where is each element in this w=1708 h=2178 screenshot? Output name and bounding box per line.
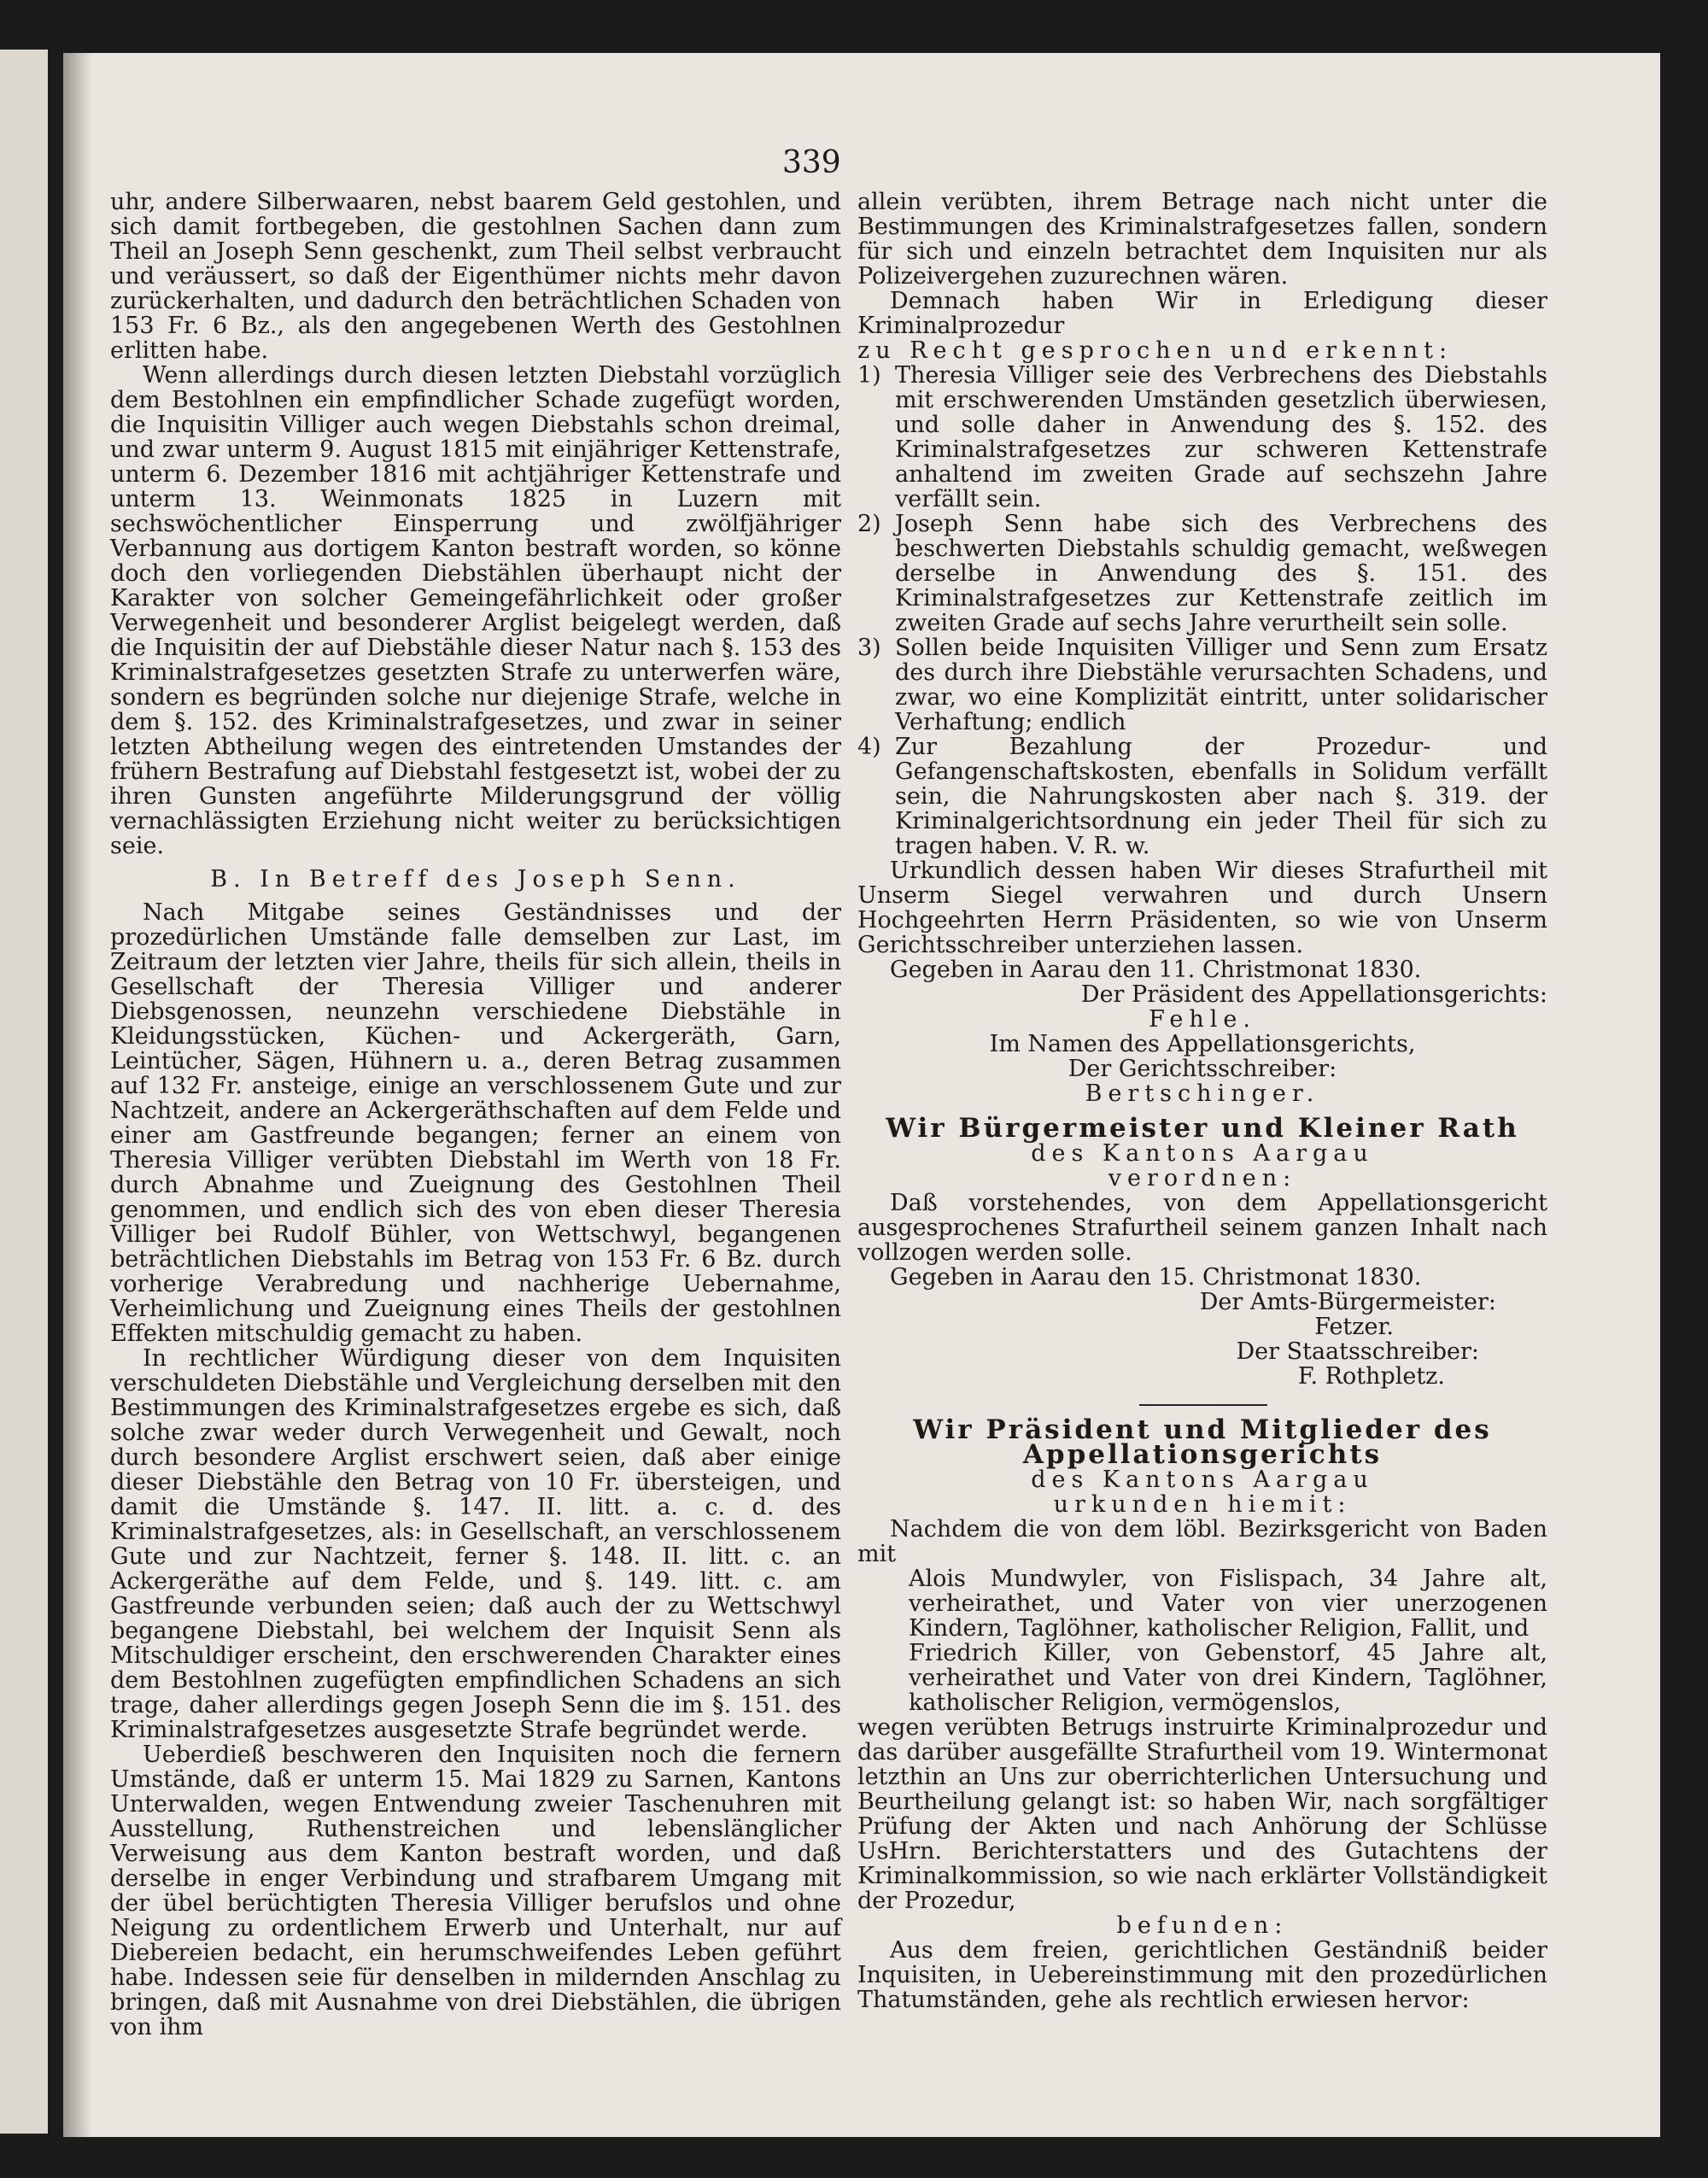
- verdict-list: [857, 363, 1547, 858]
- decree-heading: Wir Präsident und Mitglieder des Appellationsgerichts: [913, 1414, 1492, 1470]
- item-number: 1): [857, 362, 881, 389]
- list-item: [857, 512, 1547, 635]
- date-line: Gegeben in Aarau den 11. Christmonat 1830.: [890, 957, 1422, 983]
- signature-name: Bertschinger.: [1085, 1080, 1320, 1107]
- list-item: [857, 735, 1547, 858]
- date-line: Gegeben in Aarau den 15. Christmonat 1830.: [890, 1264, 1422, 1291]
- item-number: 3): [857, 635, 881, 661]
- signature-title: Der Präsident des Appellationsgerichts:: [1080, 981, 1547, 1008]
- paragraph: Aus dem freien, gerichtlichen Geständniß beider Inquisiten, in Uebereinstimmung mit den prozedürlichen Thatumständen, gehe als rechtlich erwiesen hervor:: [857, 1937, 1547, 2013]
- item-text: Joseph Senn habe sich des Verbrechens des beschwerten Diebstahls schuldig gemacht, weßwegen derselbe in Anwendung des §. 151. des Kriminalstrafgesetzes zur Kettenstrafe zeitlich im zweiten Grade auf sechs Jahre verurtheilt sein solle.: [895, 511, 1547, 636]
- paragraph: Wenn allerdings durch diesen letzten Diebstahl vorzüglich dem Bestohlnen ein empfindlicher Schade zugefügt worden, die Inquisitin Villiger auch wegen Diebstahls schon dreimal, und zwar unterm 9. August 1815 mit einjähriger Kettenstrafe, unterm 6. Dezember 1816 mit achtjähriger Kettenstrafe und unterm 13. Weinmonats 1825 in Luzern mit sechswöchentlicher Einsperrung und zwölfjähriger Verbannung aus dortigem Kanton bestraft worden, so könne doch den vorliegenden Diebstählen überhaupt nicht der Karakter von solcher Gemeingefährlichkeit oder großer Verwegenheit und besonderer Arglist beigelegt werden, daß die Inquisitin der auf Diebstähle dieser Natur nach §. 153 des Kriminalstrafgesetzes gesetzten Strafe zu unterwerfen wäre, sondern es begründen solche nur diejenige Strafe, welche in dem §. 152. des Kriminalstrafgesetzes, und zwar in seiner letzten Abtheilung wegen des eintretenden Umstandes der frühern Bestrafung auf Diebstahl festgesetzt ist, wobei der zu ihren Gunsten angeführte Milderungsgrund der völlig vernachlässigten Erziehung nicht weiter zu berücksichtigen seie.: [110, 362, 841, 859]
- right-column: [857, 190, 1547, 2012]
- section-divider: [1139, 1404, 1267, 1406]
- item-text: Zur Bezahlung der Prozedur- und Gefangenschaftskosten, ebenfalls in Solidum verfällt sein, die Nahrungskosten aber nach §. 319. der Kriminalgerichtsordnung ein jeder Theil für sich zu tragen haben. V. R. w.: [895, 734, 1547, 859]
- signature-name: F. Rothpletz.: [1297, 1363, 1445, 1390]
- signature-title: Im Namen des Appellationsgerichts,: [989, 1031, 1416, 1057]
- signature-title: Der Staatsschreiber:: [1236, 1338, 1479, 1365]
- previous-page-edge: [0, 50, 48, 2134]
- signature-title: Der Gerichtsschreiber:: [1068, 1056, 1337, 1082]
- person-entry: Friedrich Killer, von Gebenstorf, 45 Jahre alt, verheirathet und Vater von drei Kindern, Taglöhner, katholischer Religion, vermögenslos,: [909, 1640, 1547, 1716]
- section-heading: B. In Betreff des Joseph Senn.: [210, 866, 741, 893]
- list-item: [857, 635, 1547, 735]
- binding-fold: [63, 53, 92, 2137]
- person-entry: Alois Mundwyler, von Fislispach, 34 Jahre alt, verheirathet, und Vater von vier unerzogenen Kindern, Taglöhner, katholischer Religion, Fallit, und: [909, 1566, 1547, 1642]
- item-number: 2): [857, 511, 881, 537]
- decree-heading: verordnen:: [1108, 1165, 1297, 1191]
- paragraph: Daß vorstehendes, von dem Appellationsgericht ausgesprochenes Strafurtheil seinem ganzen Inhalt nach vollzogen werden solle.: [857, 1190, 1547, 1266]
- decree-heading: des Kantons Aargau: [1031, 1467, 1374, 1493]
- document-page: [63, 53, 1660, 2137]
- left-column: [110, 190, 841, 2040]
- paragraph: Nach Mitgabe seines Geständnisses und der prozedürlichen Umstände falle demselben zur Last, im Zeitraum der letzten vier Jahre, theils für sich allein, theils in Gesellschaft der Theresia Villiger und anderer Diebsgenossen, neunzehn verschiedene Diebstähle in Kleidungsstücken, Küchen- und Ackergeräth, Garn, Leintücher, Sägen, Hühnern u. a., deren Betrag zusammen auf 132 Fr. ansteige, einige an verschlossenem Gute und zur Nachtzeit, andere an Ackergeräthschaften auf dem Felde und einer am Gastfreunde begangen; ferner an einem von Theresia Villiger verübten Diebstahl im Werth von 18 Fr. durch Abnahme und Zueignung des Gestohlnen Theil genommen, und endlich sich des von eben dieser Theresia Villiger bei Rudolf Bühler, von Wettschwyl, begangenen beträchtlichen Diebstahls im Betrag von 153 Fr. 6 Bz. durch vorherige Verabredung und nachherige Uebernahme, Verheimlichung und Zueignung eines Theils der gestohlnen Effekten mitschuldig gemacht zu haben.: [110, 899, 841, 1347]
- paragraph: Ueberdieß beschweren den Inquisiten noch die fernern Umstände, daß er unterm 15. Mai 1829 zu Sarnen, Kantons Unterwalden, wegen Entwendung zweier Taschenuhren mit Ausstellung, Ruthenstreichen und lebenslänglicher Verweisung aus dem Kanton bestraft worden, und daß derselbe in enger Verbindung und strafbarem Umgang mit der übel berüchtigten Theresia Villiger berufslos und ohne Neigung zu ordentlichem Erwerb und Unterhalt, nur auf Diebereien bedacht, ein herumschweifendes Leben geführt habe. Indessen seie für denselben in mildernden Anschlag zu bringen, daß mit Ausnahme von drei Diebstählen, die übrigen von ihm: [110, 1742, 841, 2040]
- signature-name: Fetzer.: [1314, 1314, 1394, 1340]
- decree-heading: des Kantons Aargau: [1031, 1140, 1374, 1167]
- paragraph: Nachdem die von dem löbl. Bezirksgericht von Baden mit: [857, 1516, 1547, 1567]
- finding-heading: befunden:: [1116, 1912, 1289, 1939]
- previous-page-margin-letters: [3, 50, 38, 2134]
- verdict-heading: zu Recht gesprochen und erkennt:: [857, 337, 1454, 364]
- paragraph: uhr, andere Silberwaaren, nebst baarem Geld gestohlen, und sich damit fortbegeben, die gestohlnen Sachen dann zum Theil an Joseph Senn geschenkt, zum Theil selbst verbraucht und veräussert, so daß der Eigenthümer nichts mehr davon zurückerhalten, und dadurch den beträchtlichen Schaden von 153 Fr. 6 Bz., als den angegebenen Werth des Gestohlnen erlitten habe.: [110, 189, 841, 364]
- item-number: 4): [857, 734, 881, 760]
- signature-title: Der Amts-Bürgermeister:: [1199, 1289, 1496, 1315]
- paragraph: Demnach haben Wir in Erledigung dieser Kriminalprozedur: [857, 288, 1547, 339]
- page-number: 339: [782, 145, 841, 180]
- item-text: Theresia Villiger seie des Verbrechens des Diebstahls mit erschwerenden Umständen gesetzlich überwiesen, und solle daher in Anwendung des §. 152. des Kriminalstrafgesetzes zur schweren Kettenstrafe anhaltend im zweiten Grade auf sechszehn Jahre verfällt sein.: [895, 362, 1547, 512]
- paragraph: Urkundlich dessen haben Wir dieses Strafurtheil mit Unserm Siegel verwahren und durch Unsern Hochgeehrten Herrn Präsidenten, so wie von Unserm Gerichtsschreiber unterziehen lassen.: [857, 858, 1547, 958]
- decree-heading: urkunden hiemit:: [1053, 1491, 1352, 1518]
- paragraph: allein verübten, ihrem Betrage nach nicht unter die Bestimmungen des Kriminalstrafgesetzes fallen, sondern für sich und einzeln betrachtet dem Inquisiten nur als Polizeivergehen zuzurechnen wären.: [857, 189, 1547, 290]
- paragraph: wegen verübten Betrugs instruirte Kriminalprozedur und das darüber ausgefällte Strafurtheil vom 19. Wintermonat letzthin an Uns zur oberrichterlichen Untersuchung und Beurtheilung gelangt ist: so haben Wir, nach sorgfältiger Prüfung der Akten und nach Anhörung der Schlüsse UsHrn. Berichterstatters und des Gutachtens der Kriminalkommission, so wie nach erklärter Vollständigkeit der Prozedur,: [857, 1714, 1547, 1914]
- paragraph: In rechtlicher Würdigung dieser von dem Inquisiten verschuldeten Diebstähle und Vergleichung derselben mit den Bestimmungen des Kriminalstrafgesetzes ergebe es sich, daß solche zwar weder durch Verwegenheit und Gewalt, noch durch besondere Arglist erschwert seien, daß aber einige dieser Diebstähle den Betrag von 10 Fr. übersteigen, und damit die Umstände §. 147. II. litt. a. c. d. des Kriminalstrafgesetzes, als: in Gesellschaft, an verschlossenem Gute und zur Nachtzeit, ferner §. 148. II. litt. c. an Ackergeräthe auf dem Felde, und §. 149. litt. c. am Gastfreunde verbunden seien; daß auch der zu Wettschwyl begangene Diebstahl, bei welchem der Inquisit Senn als Mitschuldiger erscheint, den erschwerenden Charakter eines dem Bestohlnen zugefügten empfindlichen Schadens an sich trage, daher allerdings gegen Joseph Senn die im §. 151. des Kriminalstrafgesetzes ausgesetzte Strafe begründet werde.: [110, 1345, 841, 1743]
- signature-name: Fehle.: [1149, 1006, 1256, 1033]
- list-item: [857, 363, 1547, 512]
- item-text: Sollen beide Inquisiten Villiger und Senn zum Ersatz des durch ihre Diebstähle verursachten Schadens, und zwar, wo eine Komplizität eintritt, unter solidarischer Verhaftung; endlich: [895, 635, 1547, 735]
- decree-heading: Wir Bürgermeister und Kleiner Rath: [886, 1113, 1519, 1144]
